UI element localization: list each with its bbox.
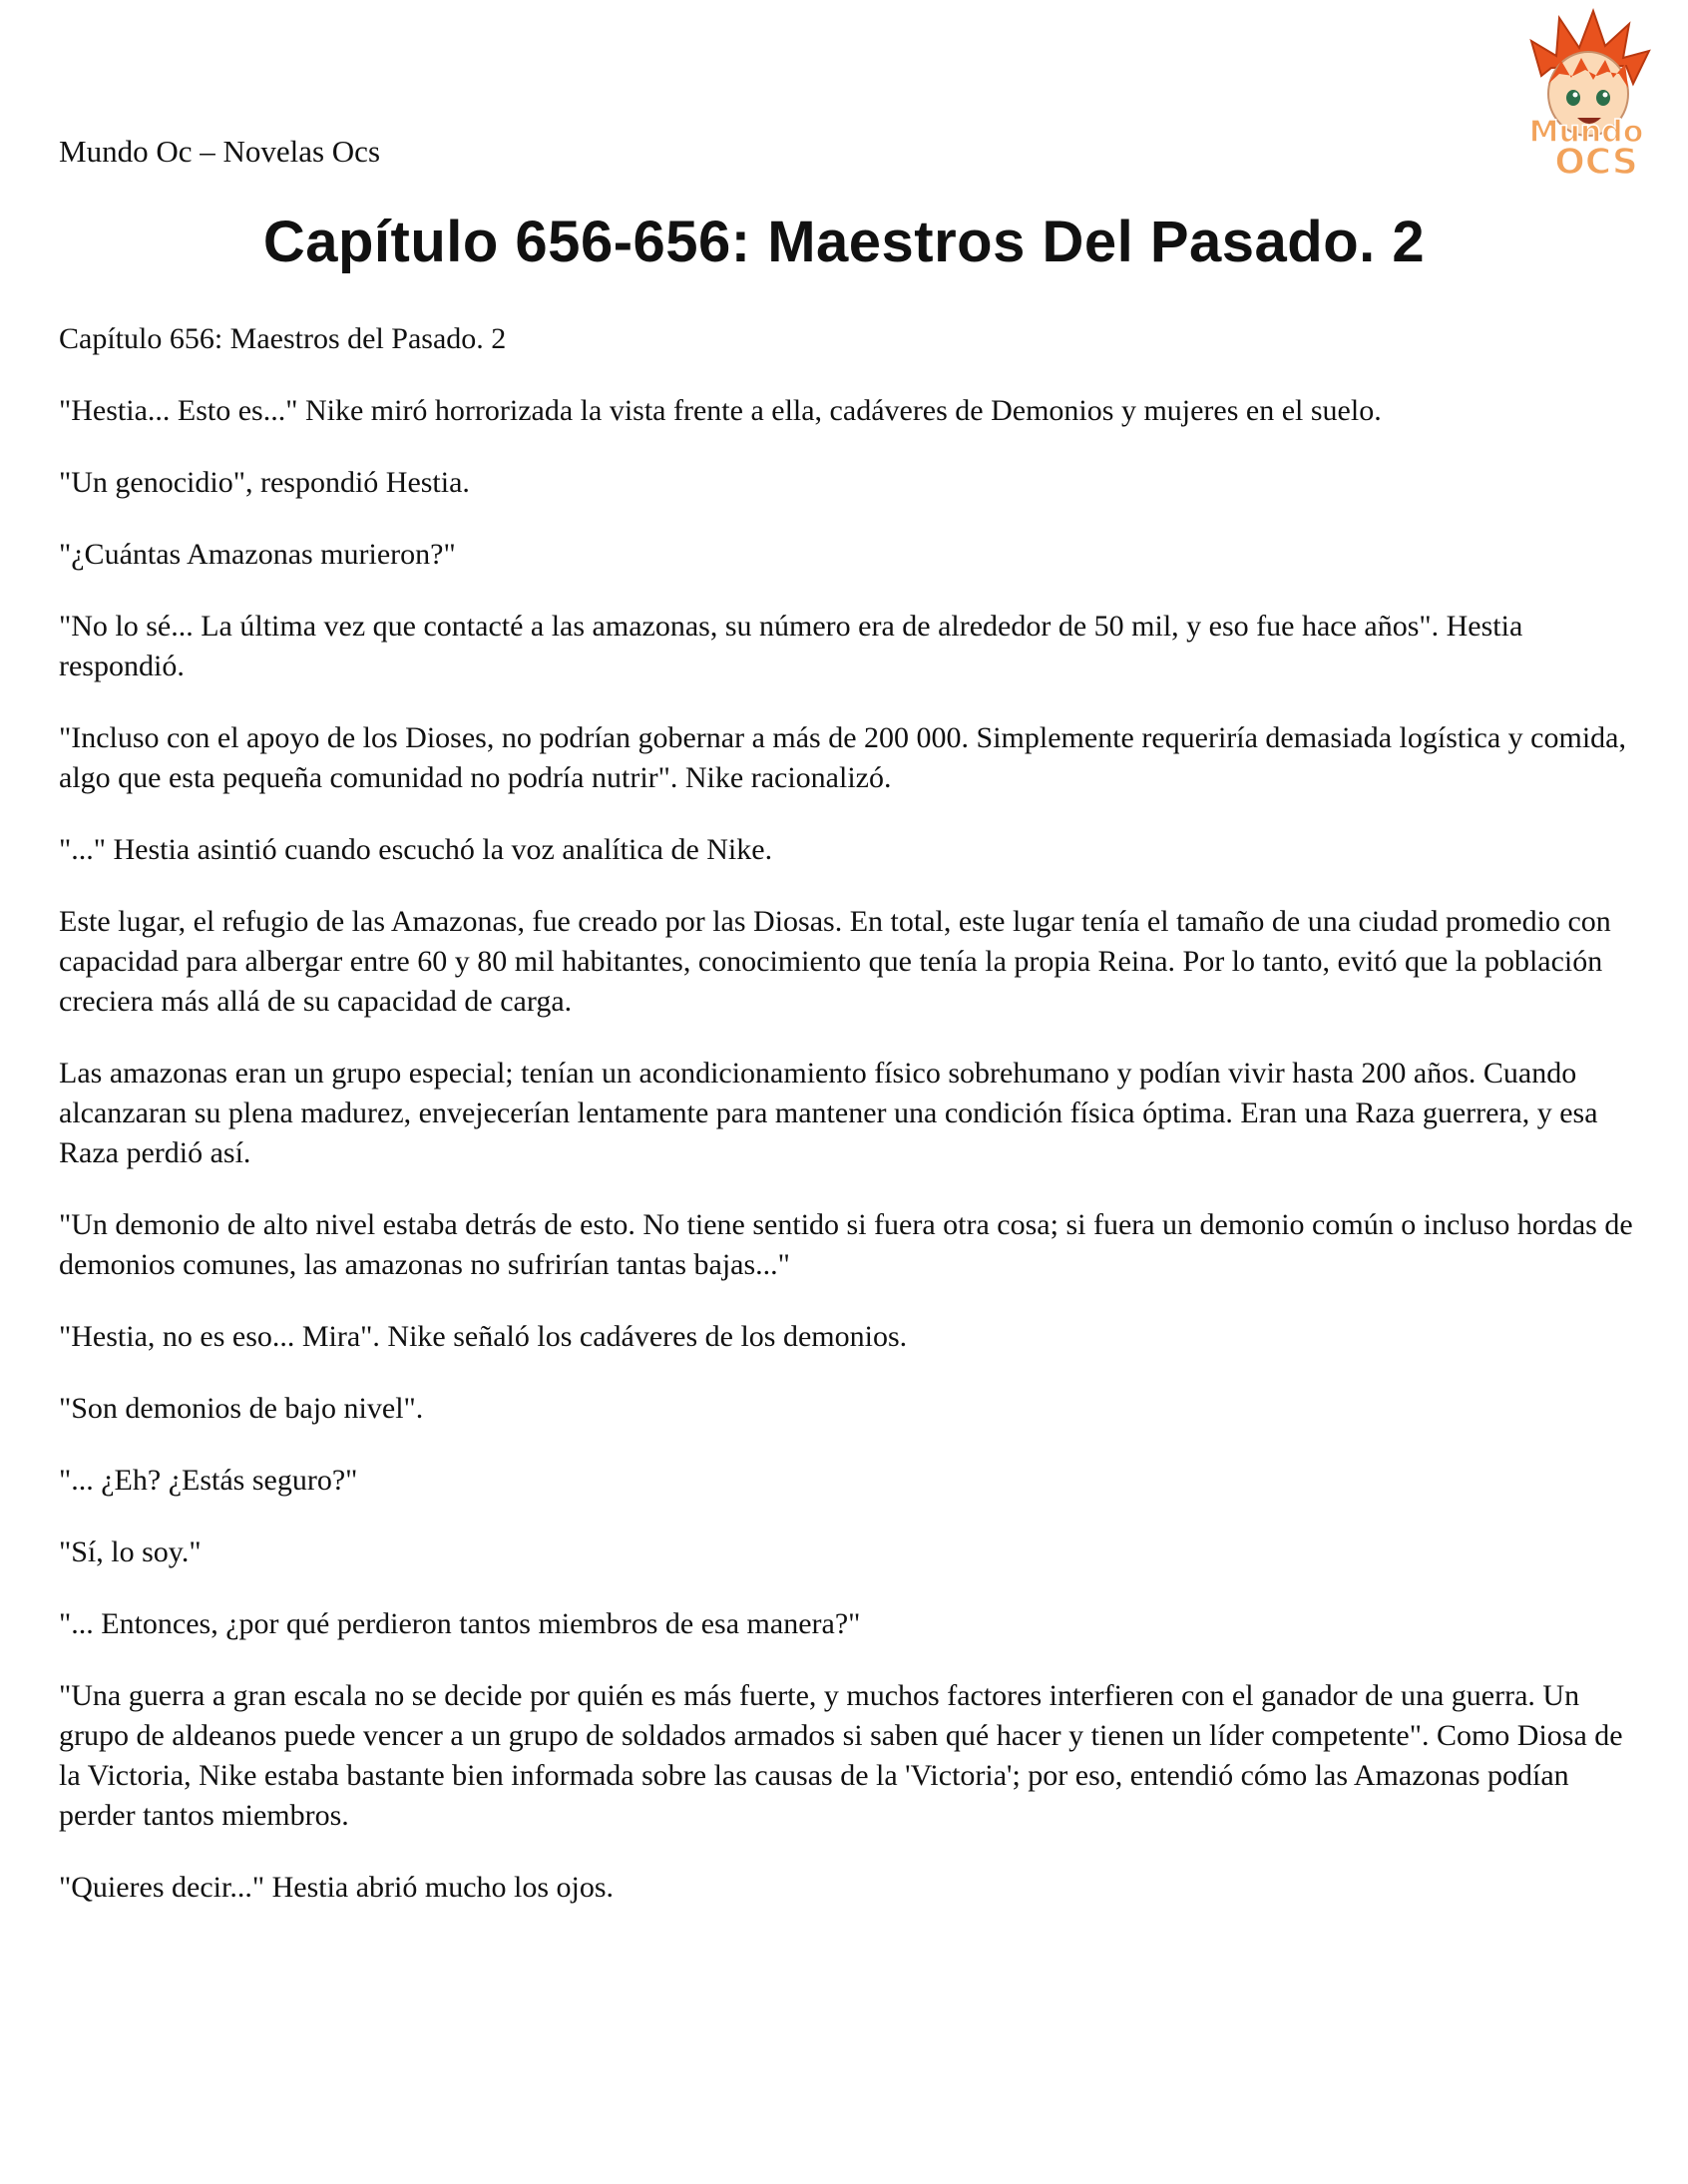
paragraph: "No lo sé... La última vez que contacté a las amazonas, su número era de alrededor de 50 mil, y eso fue hace años". Hestia respondió. xyxy=(59,610,1523,682)
paragraph: "¿Cuántas Amazonas murieron?" xyxy=(59,538,456,571)
chapter-title: Capítulo 656-656: Maestros Del Pasado. 2 xyxy=(262,210,1426,274)
logo-text-bottom: OCS xyxy=(1554,142,1638,182)
paragraph: Las amazonas eran un grupo especial; tenían un acondicionamiento físico sobrehumano y podían vivir hasta 200 años. Cuando alcanzaran su plena madurez, envejecerían lentamente para mantener una condición física óptima. Eran una Raza guerrera, y esa Raza perdió así. xyxy=(59,1057,1598,1169)
paragraph: Capítulo 656: Maestros del Pasado. 2 xyxy=(59,322,507,355)
logo-text-top: Mundo xyxy=(1528,115,1644,150)
anime-character-avatar-icon xyxy=(1501,6,1671,182)
paragraph: "... ¿Eh? ¿Estás seguro?" xyxy=(59,1464,358,1497)
paragraph: "Hestia... Esto es..." Nike miró horrorizada la vista frente a ella, cadáveres de Demonios y mujeres en el suelo. xyxy=(59,394,1382,427)
chapter-body xyxy=(59,319,1635,1940)
paragraph: "Incluso con el apoyo de los Dioses, no podrían gobernar a más de 200 000. Simplemente requeriría demasiada logística y comida, algo que esta pequeña comunidad no podría nutrir". Nike racionalizó. xyxy=(59,721,1626,794)
paragraph: "..." Hestia asintió cuando escuchó la voz analítica de Nike. xyxy=(59,833,773,866)
site-name: Mundo Oc – Novelas Ocs xyxy=(59,134,381,169)
mundo-ocs-logo xyxy=(1501,6,1671,182)
paragraph: "... Entonces, ¿por qué perdieron tantos miembros de esa manera?" xyxy=(59,1607,861,1640)
paragraph: "Hestia, no es eso... Mira". Nike señaló los cadáveres de los demonios. xyxy=(59,1320,908,1353)
paragraph: "Sí, lo soy." xyxy=(59,1535,202,1568)
paragraph: "Una guerra a gran escala no se decide por quién es más fuerte, y muchos factores interfieren con el ganador de una guerra. Un grupo de aldeanos puede vencer a un grupo de soldados armados si saben qué hacer y tienen un líder competente". Como Diosa de la Victoria, Nike estaba bastante bien informada sobre las causas de la 'Victoria'; por eso, entendió cómo las Amazonas podían perder tantos miembros. xyxy=(59,1679,1623,1832)
paragraph: "Son demonios de bajo nivel". xyxy=(59,1392,424,1425)
paragraph: "Un demonio de alto nivel estaba detrás de esto. No tiene sentido si fuera otra cosa; si fuera un demonio común o incluso hordas de demonios comunes, las amazonas no sufrirían tantas bajas..." xyxy=(59,1208,1633,1281)
paragraph: Este lugar, el refugio de las Amazonas, fue creado por las Diosas. En total, este lugar tenía el tamaño de una ciudad promedio con capacidad para albergar entre 60 y 80 mil habitantes, conocimiento que tenía la propia Reina. Por lo tanto, evitó que la población creciera más allá de su capacidad de carga. xyxy=(59,905,1611,1018)
paragraph: "Quieres decir..." Hestia abrió mucho los ojos. xyxy=(59,1871,615,1904)
paragraph: "Un genocidio", respondió Hestia. xyxy=(59,466,470,499)
